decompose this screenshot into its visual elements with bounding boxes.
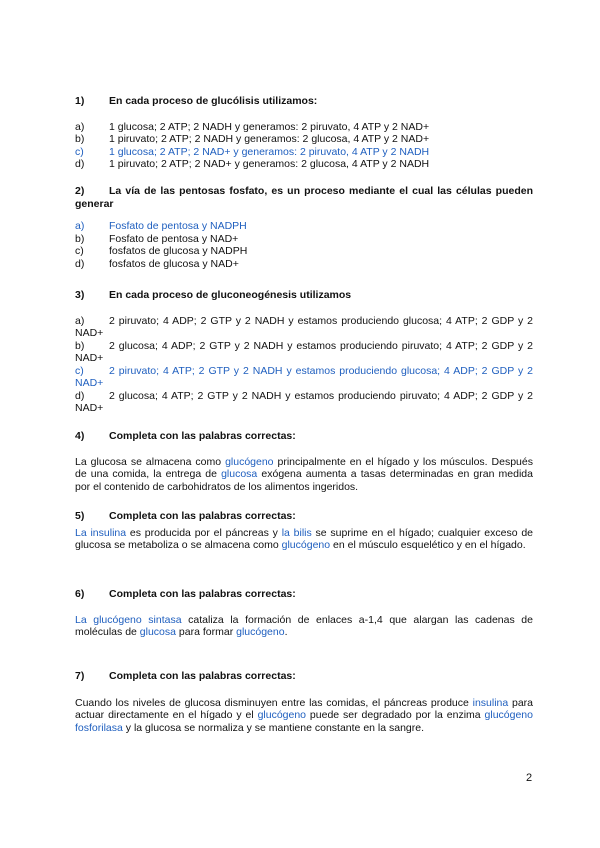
question-4 xyxy=(75,430,533,493)
question-1 xyxy=(75,95,533,171)
paragraph-text: La glucosa se almacena como xyxy=(75,455,226,468)
question-number: 1) xyxy=(75,95,85,107)
option-text: 2 glucosa; 4 ATP; 2 GTP y 2 NADH y estamos produciendo piruvato; 4 ADP; 2 GDP y 2 NAD+ xyxy=(75,389,533,414)
answer-word: glucosa xyxy=(139,626,176,638)
question-4-heading xyxy=(75,430,533,443)
answer-word: insulina xyxy=(472,696,509,709)
question-2-heading xyxy=(75,185,533,210)
paragraph-text: . xyxy=(284,626,288,638)
question-7-heading xyxy=(75,670,533,683)
paragraph-text: puede ser degradado por la enzima xyxy=(306,709,485,721)
option-letter: c) xyxy=(75,364,84,377)
option-letter: d) xyxy=(75,389,85,402)
question-7 xyxy=(75,670,533,734)
paragraph-text: se suprime en el hígado; cualquier exceso de glucosa se metaboliza o se almacena como xyxy=(75,526,534,551)
question-title: La vía de las pentosas fosfato, es un proceso mediante el cual las células pueden generar xyxy=(75,185,533,210)
question-2 xyxy=(75,185,533,270)
option-text: 1 glucosa; 2 ATP; 2 NAD+ y generamos: 2 piruvato, 4 ATP y 2 NADH xyxy=(109,145,430,158)
answer-word: La insulina xyxy=(75,526,127,539)
answer-word: glucógeno xyxy=(257,709,307,721)
question-title: En cada proceso de glucólisis utilizamos: xyxy=(109,95,318,107)
option-text: Fosfato de pentosa y NAD+ xyxy=(109,232,239,245)
option-c-correct xyxy=(75,146,533,159)
question-title: Completa con las palabras correctas: xyxy=(109,670,296,682)
option-letter: b) xyxy=(75,339,85,352)
answer-word: glucógeno xyxy=(225,455,274,468)
question-6-heading xyxy=(75,588,533,601)
answer-word: glucógeno fosforilasa xyxy=(75,709,533,734)
question-number: 3) xyxy=(75,289,85,301)
option-text: Fosfato de pentosa y NADPH xyxy=(109,220,247,232)
answer-word: La glucógeno sintasa xyxy=(75,613,182,626)
option-letter: d) xyxy=(75,158,85,170)
option-a xyxy=(75,121,533,134)
option-letter: a) xyxy=(75,220,85,232)
option-letter: d) xyxy=(75,257,85,270)
question-title: En cada proceso de gluconeogénesis utilizamos xyxy=(109,289,352,301)
question-number: 5) xyxy=(75,510,85,522)
fill-in-paragraph xyxy=(75,456,533,494)
paragraph-text: Cuando los niveles de glucosa disminuyen entre las comidas, el páncreas produce xyxy=(75,696,473,709)
option-letter: a) xyxy=(75,314,85,327)
option-letter: b) xyxy=(75,133,85,145)
question-number: 7) xyxy=(75,670,85,682)
question-title: Completa con las palabras correctas: xyxy=(109,510,296,522)
option-text: fosfatos de glucosa y NADPH xyxy=(109,245,248,257)
answer-word: glucosa xyxy=(221,468,258,480)
fill-in-paragraph xyxy=(75,697,533,735)
paragraph-text: en el músculo esquelético y en el hígado. xyxy=(330,539,526,551)
paragraph-text: y la glucosa se normaliza y se mantiene constante en la sangre. xyxy=(122,721,425,734)
answer-word: la bilis xyxy=(281,526,312,539)
paragraph-text: exógena aumenta a tasas determinadas en gran medida por el contenido de carbohidratos de los alimentos ingeridos. xyxy=(75,468,533,493)
paragraph-text: para formar xyxy=(176,626,237,638)
paragraph-text: cataliza la formación de enlaces a-1,4 que alargan las cadenas de moléculas de xyxy=(75,613,533,638)
option-text: 1 piruvato; 2 ATP; 2 NADH y generamos: 2 glucosa, 4 ATP y 2 NAD+ xyxy=(109,133,430,145)
options-list xyxy=(75,315,533,415)
paragraph-text: es producida por el páncreas y xyxy=(126,526,282,539)
option-letter: a) xyxy=(75,120,85,133)
option-text: fosfatos de glucosa y NAD+ xyxy=(109,257,239,270)
question-3 xyxy=(75,289,533,415)
question-5 xyxy=(75,510,533,552)
option-d xyxy=(75,158,533,171)
question-title: Completa con las palabras correctas: xyxy=(109,430,296,442)
question-1-heading xyxy=(75,95,533,108)
option-a-correct xyxy=(75,220,533,233)
question-title: Completa con las palabras correctas: xyxy=(109,588,296,600)
question-number: 6) xyxy=(75,588,85,600)
option-letter: b) xyxy=(75,232,85,245)
option-text: 2 glucosa; 4 ADP; 2 GTP y 2 NADH y estamos produciendo piruvato; 4 ATP; 2 GDP y 2 NAD+ xyxy=(75,339,533,364)
option-text: 1 glucosa; 2 ATP; 2 NADH y generamos: 2 piruvato, 4 ATP y 2 NAD+ xyxy=(109,120,430,133)
answer-word: glucógeno xyxy=(281,539,331,551)
option-text: 2 piruvato; 4 ADP; 2 GTP y 2 NADH y estamos produciendo glucosa; 4 ATP; 2 GDP y 2 NAD+ xyxy=(75,314,533,339)
option-text: 1 piruvato; 2 ATP; 2 NAD+ y generamos: 2 glucosa, 4 ATP y 2 NADH xyxy=(109,158,430,170)
option-text: 2 piruvato; 4 ATP; 2 GTP y 2 NADH y estamos produciendo glucosa; 4 ADP; 2 GDP y 2 NAD+ xyxy=(75,364,533,389)
answer-word: glucógeno xyxy=(236,626,285,638)
question-number: 4) xyxy=(75,430,85,442)
option-c-correct xyxy=(75,365,533,390)
option-d xyxy=(75,390,533,415)
fill-in-paragraph xyxy=(75,527,533,552)
question-5-heading xyxy=(75,510,533,523)
question-3-heading xyxy=(75,289,533,302)
paragraph-text: principalmente en el hígado y los músculos. Después de una comida, la entrega de xyxy=(75,455,533,480)
option-d xyxy=(75,258,533,271)
page-number: 2 xyxy=(526,772,533,784)
option-b xyxy=(75,133,533,146)
option-letter: c) xyxy=(75,145,84,158)
option-letter: c) xyxy=(75,245,84,257)
option-a xyxy=(75,315,533,340)
options-list xyxy=(75,121,533,171)
option-c xyxy=(75,245,533,258)
paragraph-text: para actuar directamente en el hígado y el xyxy=(75,696,534,721)
question-6 xyxy=(75,588,533,639)
options-list xyxy=(75,220,533,270)
question-number: 2) xyxy=(75,185,85,197)
option-b xyxy=(75,340,533,365)
fill-in-paragraph xyxy=(75,614,533,639)
option-b xyxy=(75,233,533,246)
